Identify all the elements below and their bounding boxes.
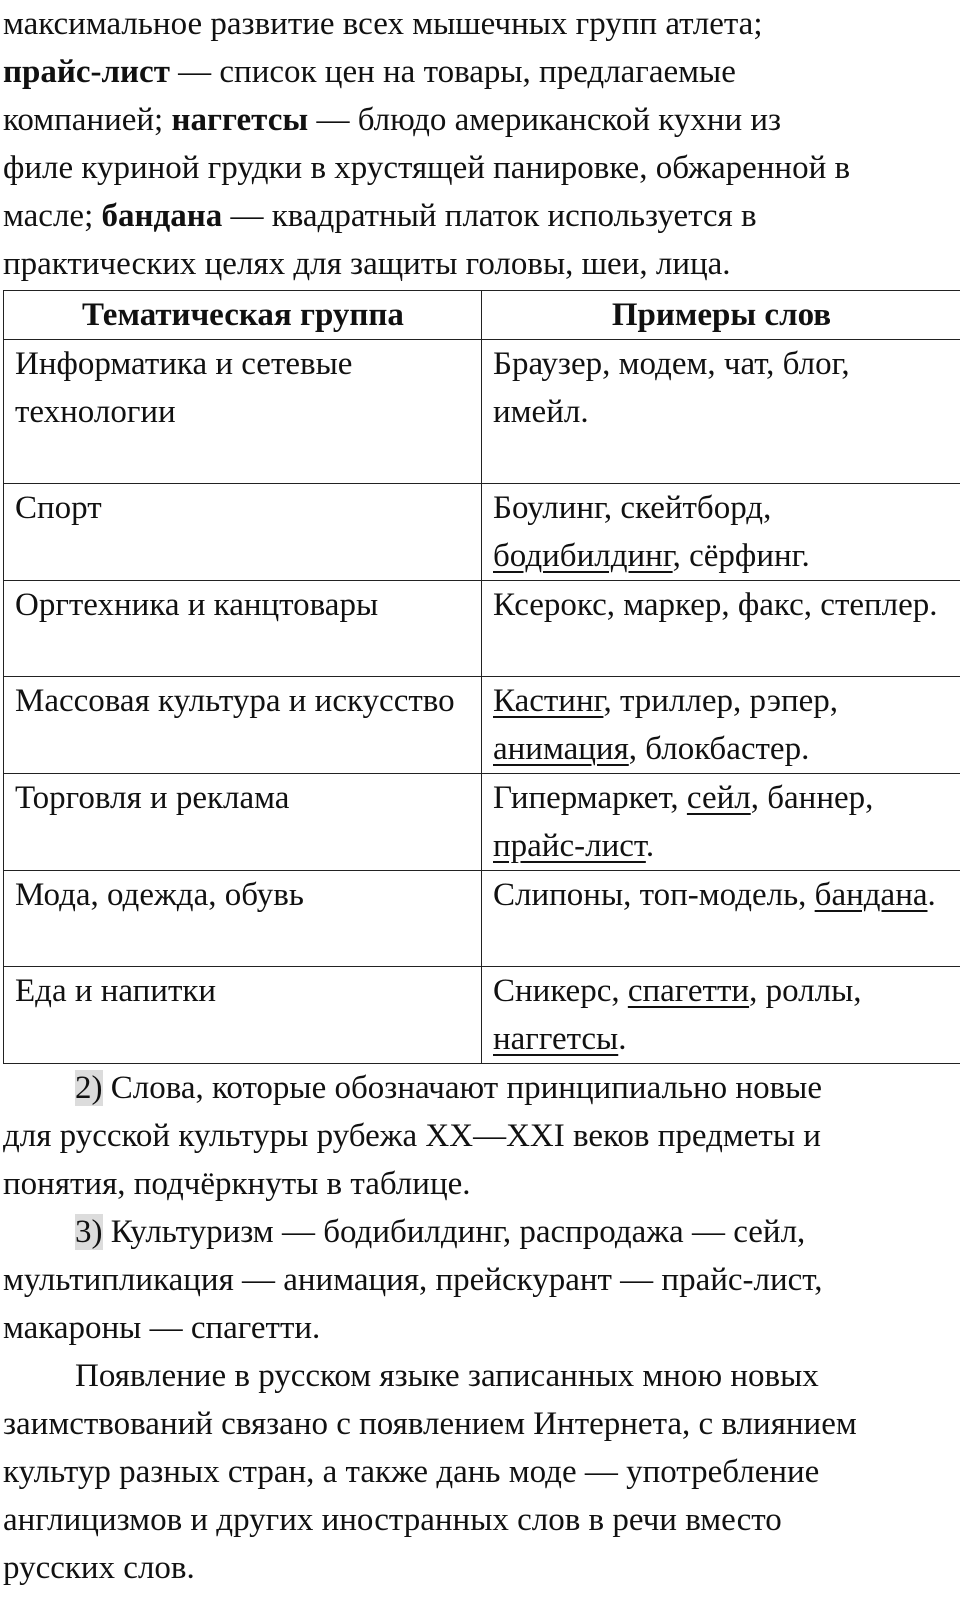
term-nuggets: наггетсы <box>171 102 309 138</box>
answer-3-line <box>3 1208 960 1256</box>
cell-word-examples <box>482 581 960 677</box>
intro-line: филе куриной грудки в хрустящей панировке, обжаренной в <box>3 150 851 186</box>
cell-thematic-group: Информатика и сетевые технологии <box>4 340 482 484</box>
word-text: , сёрфинг. <box>672 538 810 574</box>
definition-text: — список цен на товары, предлагаемые <box>169 54 736 90</box>
cell-word-examples <box>482 677 960 774</box>
answer-text: Культуризм — бодибилдинг, распродажа — сейл, <box>102 1214 806 1250</box>
cell-thematic-group: Массовая культура и искусство <box>4 677 482 774</box>
cell-word-examples <box>482 774 960 871</box>
conclusion-line: заимствований связано с появлением Интернета, с влиянием <box>3 1406 857 1442</box>
table-row <box>4 581 960 677</box>
cell-thematic-group: Мода, одежда, обувь <box>4 871 482 967</box>
intro-line <box>3 96 953 144</box>
table-row <box>4 967 960 1064</box>
word-text: , блокбастер. <box>628 731 810 767</box>
header-thematic-group: Тематическая группа <box>4 291 482 340</box>
intro-line: практических целях для защиты головы, шеи, лица. <box>3 246 731 282</box>
definition-text: компанией; <box>3 102 172 138</box>
intro-line <box>3 192 953 240</box>
cell-thematic-group: Еда и напитки <box>4 967 482 1064</box>
word-text: . <box>618 1021 627 1057</box>
answer-3-line: макароны — спагетти. <box>3 1310 321 1346</box>
table-header-row <box>4 291 960 340</box>
cell-thematic-group: Оргтехника и канцтовары <box>4 581 482 677</box>
table-row <box>4 871 960 967</box>
definition-text: — квадратный платок используется в <box>222 198 757 234</box>
word-text: Ксерокс, маркер, факс, степлер. <box>493 587 938 623</box>
table-row <box>4 340 960 484</box>
answer-2-line: для русской культуры рубежа XX—XXI веков предметы и <box>3 1118 821 1154</box>
cell-word-examples <box>482 484 960 581</box>
cell-word-examples <box>482 967 960 1064</box>
word-text: , триллер, рэпер, <box>603 683 839 719</box>
definition-text: масле; <box>3 198 102 234</box>
answer-3-line: мультипликация — анимация, прейскурант — прайс-лист, <box>3 1262 823 1298</box>
underlined-new-word: Кастинг <box>493 683 604 719</box>
underlined-new-word: анимация <box>493 731 629 767</box>
table-row <box>4 774 960 871</box>
definition-text: — блюдо американской кухни из <box>308 102 782 138</box>
intro-line <box>3 48 953 96</box>
underlined-new-word: бодибилдинг <box>493 538 673 574</box>
intro-line: максимальное развитие всех мышечных групп атлета; <box>3 6 763 42</box>
answer-2-line <box>3 1064 960 1112</box>
underlined-new-word: бандана <box>814 877 928 913</box>
word-text: , баннер, <box>750 780 874 816</box>
answer-number: 2) <box>75 1070 103 1106</box>
word-text: . <box>645 828 655 864</box>
underlined-new-word: спагетти <box>627 973 750 1009</box>
conclusion-line: русских слов. <box>3 1550 195 1586</box>
word-text: Гипермаркет, <box>493 780 687 816</box>
word-text: Браузер, модем, чат, блог, имейл. <box>493 346 850 430</box>
word-text: Слипоны, топ-модель, <box>493 877 815 913</box>
header-word-examples: Примеры слов <box>482 291 960 340</box>
intro-paragraph <box>3 0 953 288</box>
answer-2-line: понятия, подчёркнуты в таблице. <box>3 1166 471 1202</box>
table-row <box>4 484 960 581</box>
thematic-groups-table <box>3 290 960 1064</box>
term-bandana: бандана <box>101 198 223 234</box>
underlined-new-word: сейл <box>686 780 751 816</box>
conclusion-line: Появление в русском языке записанных мною новых <box>75 1358 819 1394</box>
conclusion-line: культур разных стран, а также дань моде — употребление <box>3 1454 820 1490</box>
underlined-new-word: наггетсы <box>493 1021 619 1057</box>
underlined-new-word: прайс-лист <box>493 828 646 864</box>
word-text: . <box>927 877 936 913</box>
conclusion-line: англицизмов и других иностранных слов в речи вместо <box>3 1502 782 1538</box>
answer-number: 3) <box>75 1214 103 1250</box>
table-row <box>4 677 960 774</box>
cell-word-examples <box>482 871 960 967</box>
cell-thematic-group: Спорт <box>4 484 482 581</box>
word-text: Боулинг, скейтборд, <box>493 490 772 526</box>
term-price-list: прайс-лист <box>3 54 170 90</box>
word-text: Сникерс, <box>493 973 628 1009</box>
table-body <box>4 340 960 1064</box>
answer-text: Слова, которые обозначают принципиально новые <box>102 1070 822 1106</box>
cell-thematic-group: Торговля и реклама <box>4 774 482 871</box>
word-text: , роллы, <box>749 973 862 1009</box>
cell-word-examples <box>482 340 960 484</box>
